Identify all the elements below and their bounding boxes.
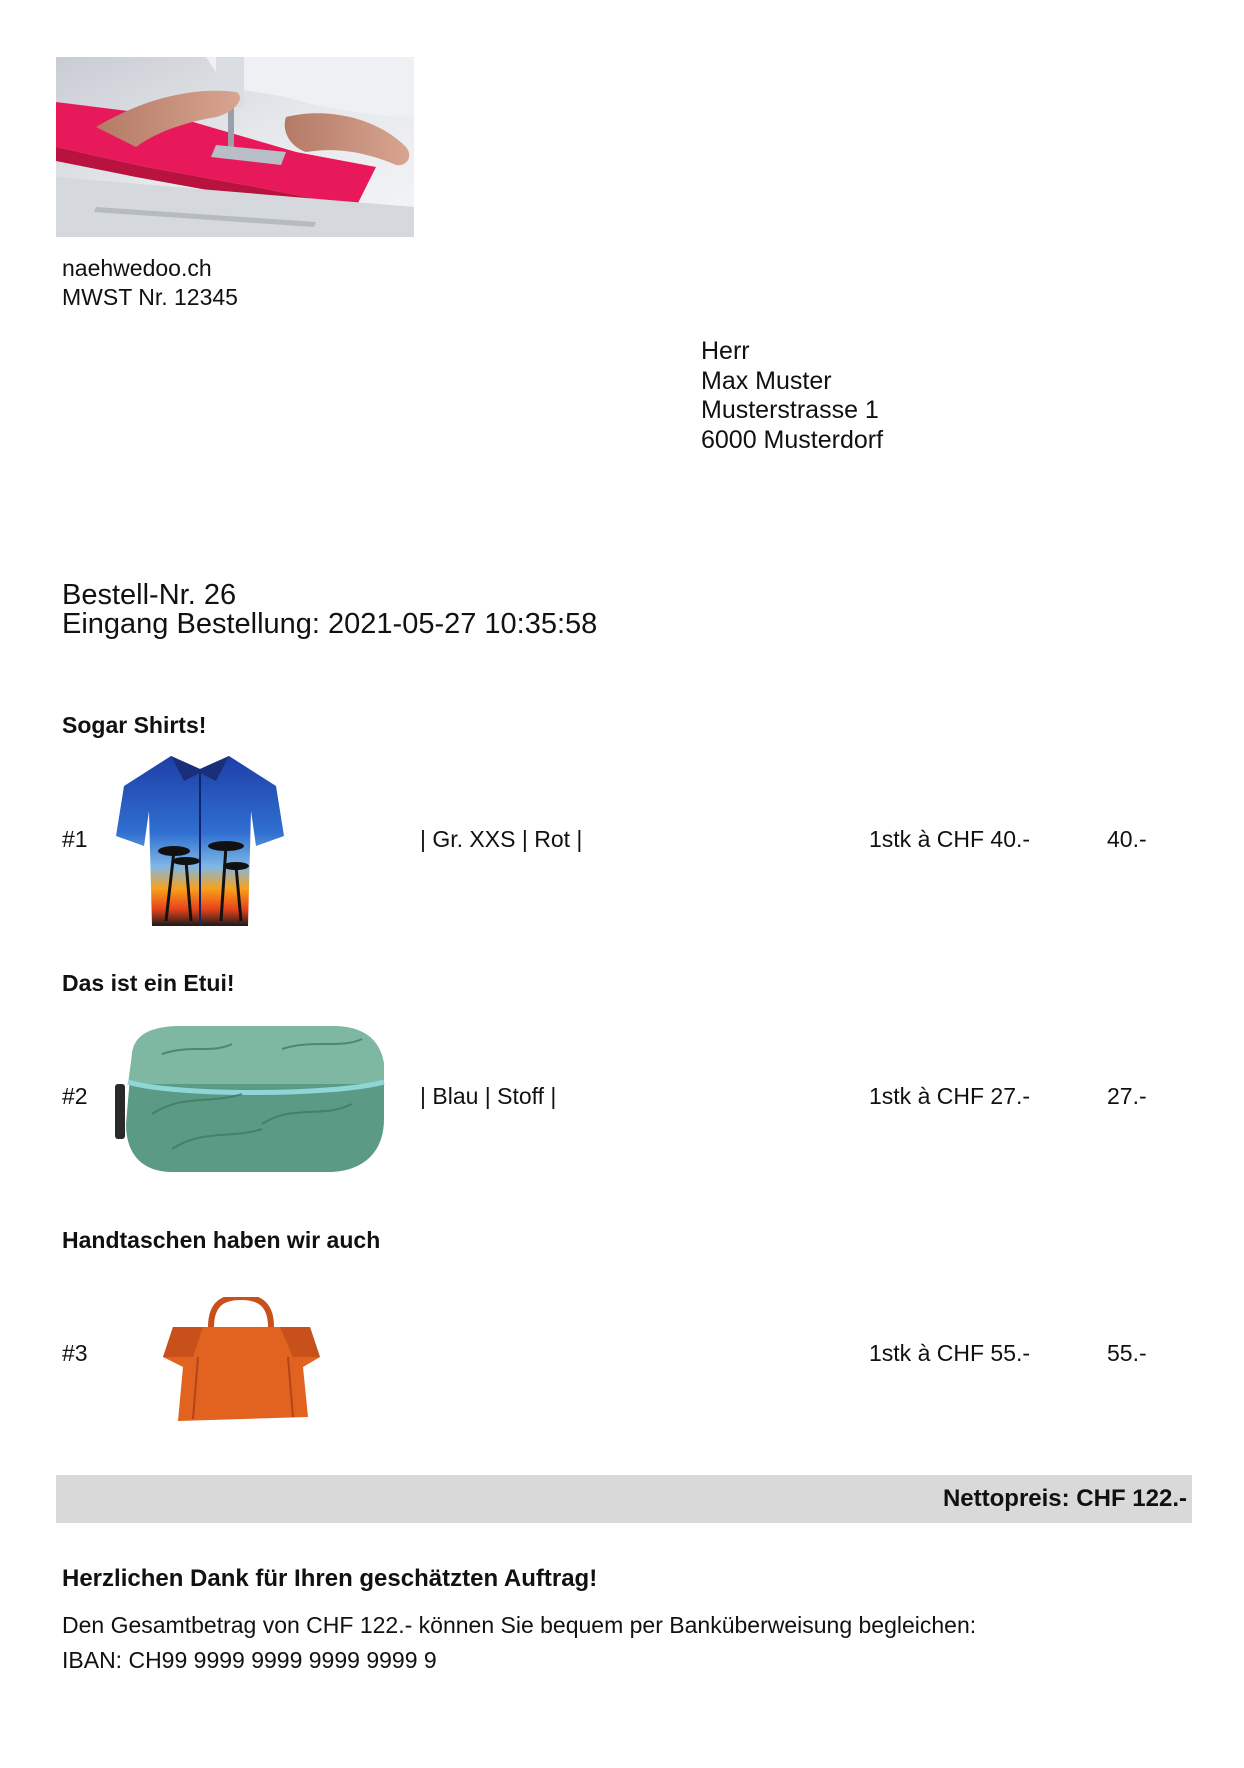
thank-you-message: Herzlichen Dank für Ihren geschätzten Auftrag! — [62, 1565, 598, 1592]
item-total: 27.- — [1107, 1083, 1147, 1109]
hawaiian-shirt-image — [116, 751, 284, 931]
item-total: 55.- — [1107, 1340, 1147, 1366]
item-quantity-price: 1stk à CHF 27.- — [869, 1083, 1031, 1109]
item-attributes: | Gr. XXS | Rot | — [420, 826, 583, 852]
recipient-salutation: Herr — [701, 337, 750, 365]
payment-note: Den Gesamtbetrag von CHF 122.- können Sie bequem per Banküberweisung begleichen: — [62, 1612, 977, 1638]
shop-name: naehwedoo.ch — [62, 255, 212, 281]
item-index: #3 — [62, 1340, 88, 1366]
sewing-machine-photo — [56, 57, 414, 237]
order-number: Bestell-Nr. 26 — [62, 579, 237, 611]
item-index: #2 — [62, 1083, 88, 1109]
product-title: Handtaschen haben wir auch — [62, 1227, 381, 1253]
vat-number: MWST Nr. 12345 — [62, 284, 238, 310]
recipient-name: Max Muster — [701, 367, 832, 395]
item-index: #1 — [62, 826, 88, 852]
net-price: Nettopreis: CHF 122.- — [942, 1485, 1187, 1512]
product-title: Sogar Shirts! — [62, 712, 207, 738]
iban: IBAN: CH99 9999 9999 9999 9999 9 — [62, 1647, 437, 1673]
pencil-case-image — [112, 1024, 386, 1174]
item-total: 40.- — [1107, 826, 1147, 852]
recipient-city: 6000 Musterdorf — [701, 426, 884, 454]
net-price-bar — [56, 1475, 1192, 1523]
order-received: Eingang Bestellung: 2021-05-27 10:35:58 — [62, 608, 598, 640]
recipient-street: Musterstrasse 1 — [701, 396, 879, 424]
item-quantity-price: 1stk à CHF 55.- — [869, 1340, 1031, 1366]
item-quantity-price: 1stk à CHF 40.- — [869, 826, 1031, 852]
item-attributes: | Blau | Stoff | — [420, 1083, 557, 1109]
product-title: Das ist ein Etui! — [62, 970, 235, 996]
orange-handbag-image — [163, 1297, 320, 1423]
